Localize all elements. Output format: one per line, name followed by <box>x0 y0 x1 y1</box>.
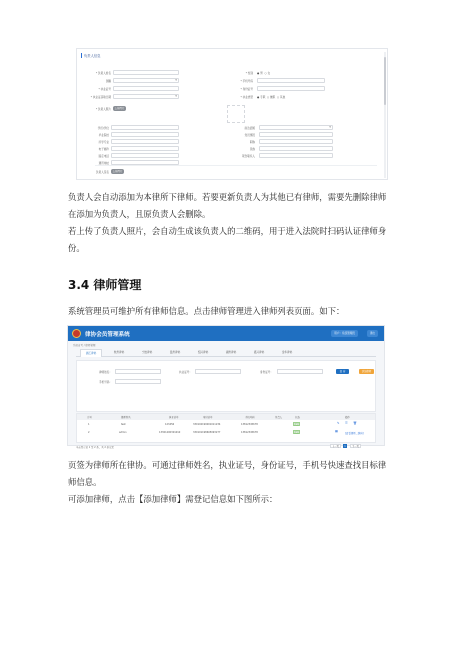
email-input[interactable] <box>111 146 179 151</box>
landline-input[interactable] <box>111 153 179 158</box>
political-select[interactable] <box>259 125 333 130</box>
pagination-info: 当前显示第 1 至 2 条，共 2 条记录 <box>76 446 114 449</box>
column-header: 操作 <box>345 416 350 419</box>
edit-icon[interactable]: ✎ <box>337 421 340 425</box>
cell-name: admin <box>119 431 127 434</box>
column-header: 负责人 <box>275 416 283 419</box>
field-label: 党员情况 <box>244 134 255 137</box>
cell-license: 123456 <box>165 423 175 426</box>
cell-name: test <box>121 423 126 426</box>
name-input[interactable] <box>113 70 179 75</box>
photo-preview <box>227 105 245 123</box>
search-label: 手机号码： <box>99 381 112 384</box>
field-label: 所学专业 <box>98 141 109 144</box>
cell-no: 1 <box>88 423 90 426</box>
column-header: 手机号码 <box>245 416 255 419</box>
title-input[interactable] <box>259 139 333 144</box>
education-input[interactable] <box>111 125 179 130</box>
field-label: 固定电话 <box>98 155 109 158</box>
field-label: 负责人签名 <box>96 171 109 174</box>
search-label: 身份证号： <box>260 371 273 374</box>
paragraph-photo-note: 若上传了负责人照片，会自动生成该负责人的二维码，用于进入法院时扫码认证律师身份。 <box>68 226 387 253</box>
lawyer-list-screenshot <box>67 325 385 449</box>
gender-radio[interactable]: ● 男 ○ 女 <box>257 72 271 75</box>
logout-button[interactable]: 退出 <box>367 330 378 337</box>
field-label: * 执业类型 <box>240 96 253 99</box>
cell-phone: 13812345678 <box>241 423 258 426</box>
major-input[interactable] <box>111 139 179 144</box>
paragraph-lawyer-intro: 系统管理员可维护所有律师信息。点击律师管理进入律师列表页面。如下： <box>68 306 345 316</box>
field-label: * 手机号码 <box>240 80 253 83</box>
add-lawyer-button[interactable]: 添加律师 <box>359 369 374 374</box>
field-label: * 身份证号 <box>240 88 253 91</box>
column-header: 序号 <box>87 416 92 419</box>
column-header: 状态 <box>295 416 300 419</box>
view-qrcode-link[interactable]: [查看律师二维码] <box>345 432 364 435</box>
section-heading: 3.4 律师管理 <box>68 278 142 292</box>
tab-association[interactable]: 温州律协 <box>169 351 181 354</box>
breadcrumb: 系统首页 / 律师管理 <box>73 344 96 347</box>
emblem-icon <box>72 329 81 338</box>
query-button[interactable]: 查 询 <box>336 369 349 374</box>
divider <box>95 165 377 166</box>
view-icon[interactable]: ☰ <box>345 421 348 425</box>
tab-association[interactable]: 浙江律协 <box>80 349 102 357</box>
field-label: 通讯地址 <box>98 162 109 165</box>
field-label: * 负责人姓名 <box>95 72 111 75</box>
status-badge: 正常 <box>294 431 299 434</box>
tab-association[interactable]: 绍兴律协 <box>197 351 209 354</box>
column-header: 身份证号 <box>203 416 213 419</box>
app-title: 律协会员管理系统 <box>85 332 130 338</box>
party-input[interactable] <box>259 132 333 137</box>
paragraph-add-note: 可添加律师，点击【添加律师】需登记信息如下图所示： <box>68 494 278 504</box>
column-header: 执业证号 <box>169 416 179 419</box>
paragraph-head-note: 负责人会自动添加为本律所下律师。若要更新负责人为其他已有律师，需要先删除律师在添加为负责人，且原负责人会删除。 <box>68 192 387 219</box>
search-panel <box>76 360 376 412</box>
field-label: * 负责人照片 <box>95 108 111 111</box>
ethnicity-input[interactable] <box>259 146 333 151</box>
cell-phone: 13812345678 <box>241 431 258 434</box>
emergency-contact-input[interactable] <box>259 153 333 158</box>
field-label: * 执业证号 <box>98 88 111 91</box>
phone-input[interactable] <box>257 78 325 83</box>
license-input[interactable] <box>113 86 179 91</box>
next-page-button[interactable]: 下一页 <box>350 444 361 448</box>
field-label: * 性别 <box>245 72 253 75</box>
prev-page-button[interactable]: 上一页 <box>330 444 341 448</box>
delete-icon[interactable]: 🗑 <box>353 421 357 425</box>
search-label: 执业证号： <box>179 371 192 374</box>
scrollbar-thumb[interactable] <box>384 57 386 105</box>
field-label: * 执业证获取日期 <box>90 96 111 99</box>
nationality-select[interactable] <box>113 78 179 83</box>
column-header: 律师姓名 <box>121 416 131 419</box>
upload-photo-button[interactable]: 上传图片 <box>114 107 125 110</box>
license-search-input[interactable] <box>195 369 241 374</box>
cell-id: 330101198605093277 <box>193 431 221 434</box>
paragraph-tab-note: 页签为律师所在律协。可通过律师姓名，执业证号，身份证号，手机号快速查找目标律师信息。 <box>68 460 387 487</box>
field-label: 毕业院校 <box>98 134 109 137</box>
page-button[interactable]: 1 <box>344 445 346 448</box>
qrcode-icon[interactable]: ▦ <box>335 429 338 433</box>
idcard-search-input[interactable] <box>277 369 323 374</box>
tab-association[interactable]: 金华律协 <box>281 351 293 354</box>
tab-association[interactable]: 嘉兴律协 <box>253 351 265 354</box>
phone-search-input[interactable] <box>115 379 161 384</box>
upload-signature-button[interactable]: 上传图片 <box>112 170 123 173</box>
lawyer-name-input[interactable] <box>115 369 161 374</box>
user-button[interactable]: 用户：系统管理员 <box>331 330 358 337</box>
field-label: 国籍 <box>105 80 111 83</box>
status-badge: 正常 <box>294 423 299 426</box>
tab-association[interactable]: 杭州律协 <box>113 351 125 354</box>
cell-license: 13301200301010 <box>159 431 181 434</box>
app-header <box>68 326 384 341</box>
lawyer-table <box>76 413 376 443</box>
school-input[interactable] <box>111 132 179 137</box>
field-label: 学历/学位 <box>97 127 109 130</box>
section-title: 负责人信息 <box>81 53 100 58</box>
idcard-input[interactable] <box>257 86 325 91</box>
field-label: 紧急联系人 <box>242 155 255 158</box>
field-label: 政治面貌 <box>244 127 255 130</box>
field-label: 职称 <box>249 141 255 144</box>
tab-association[interactable]: 湖州律协 <box>225 351 237 354</box>
license-date-input[interactable] <box>113 94 179 99</box>
association-tabs <box>76 348 376 357</box>
field-label: 电子邮件 <box>98 148 109 151</box>
form-screenshot <box>76 48 388 180</box>
practice-type-radio[interactable]: ● 专职 ○ 兼职 ○ 其他 <box>257 96 286 99</box>
cell-id: 330102199001011234 <box>193 423 221 426</box>
field-label: 民族 <box>249 148 255 151</box>
cell-no: 2 <box>88 431 90 434</box>
tab-association[interactable]: 宁波律协 <box>141 351 153 354</box>
search-label: 律师姓名： <box>99 371 112 374</box>
